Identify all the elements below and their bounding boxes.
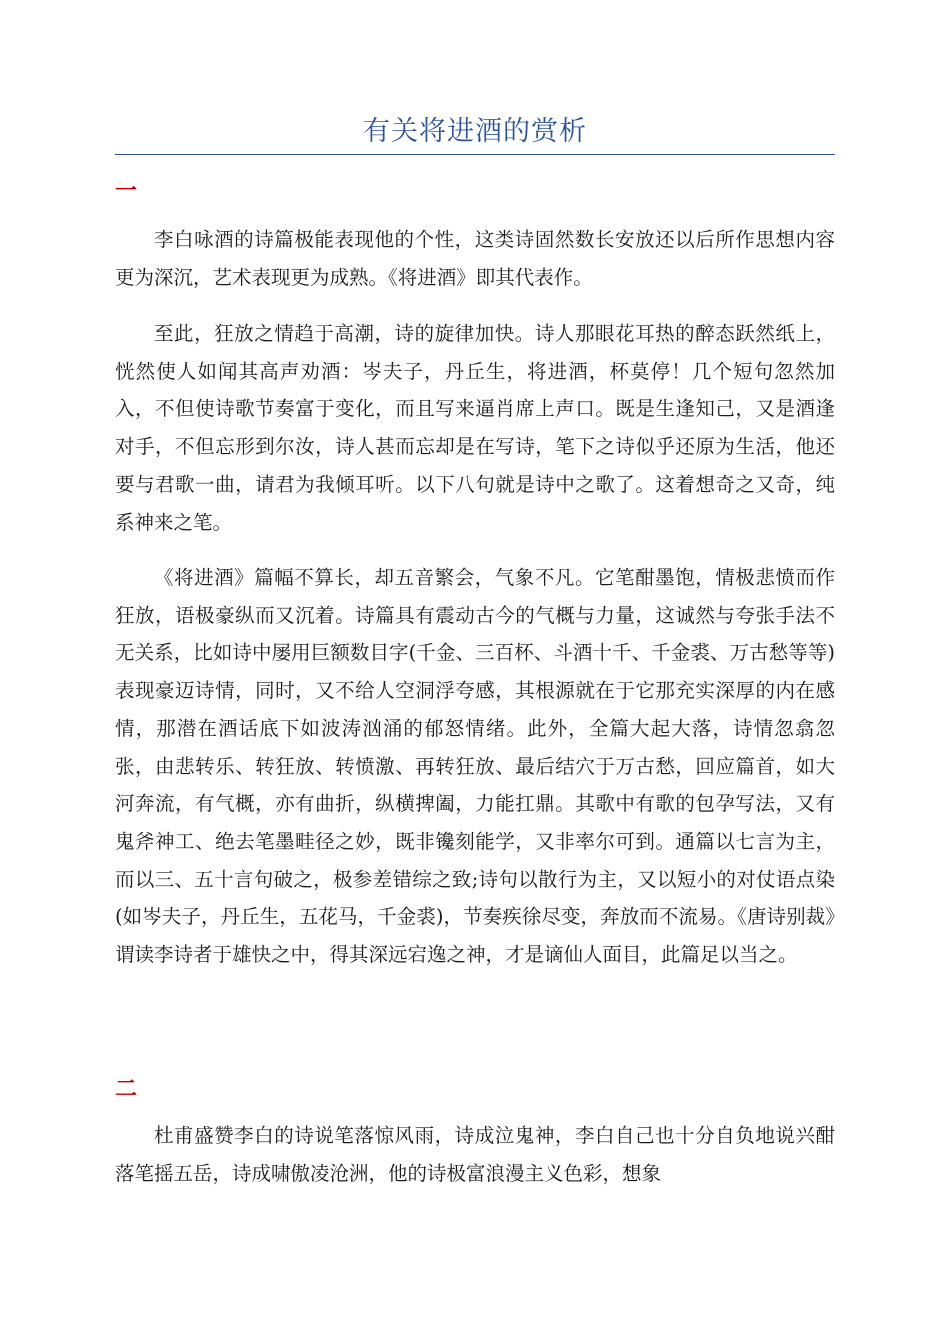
paragraph-3: 《将进酒》篇幅不算长，却五音繁会，气象不凡。它笔酣墨饱，情极悲愤而作狂放，语极豪纵而又沉着。诗篇具有震动古今的气概与力量，这诚然与夸张手法不无关系，比如诗中屡用巨额数目字(千金、三百杯、斗酒十千、千金裘、万古愁等等)表现豪迈诗情，同时，又不给人空洞浮夸感，其根源就在于它那充实深厚的内在感情，那潜在酒话底下如波涛汹涌的郁怒情绪。此外，全篇大起大落，诗情忽翕忽张，由悲转乐、转狂放、转愤激、再转狂放、最后结穴于万古愁，回应篇首，如大河奔流，有气概，亦有曲折，纵横捭阖，力能扛鼎。其歌中有歌的包孕写法，又有鬼斧神工、绝去笔墨畦径之妙，既非镵刻能学，又非率尔可到。通篇以七言为主，而以三、五十言句破之，极参差错综之致;诗句以散行为主，又以短小的对仗语点染(如岑夫子，丹丘生，五花马，千金裘)，节奏疾徐尽变，奔放而不流易。《唐诗别裁》谓读李诗者于雄快之中，得其深远宕逸之神，才是谪仙人面目，此篇足以当之。 xyxy=(115,566,835,967)
paragraph-4: 杜甫盛赞李白的诗说笔落惊风雨，诗成泣鬼神，李白自己也十分自负地说兴酣落笔摇五岳，诗成啸傲凌沧洲，他的诗极富浪漫主义色彩，想象 xyxy=(115,1124,835,1185)
paragraph-2: 至此，狂放之情趋于高潮，诗的旋律加快。诗人那眼花耳热的醉态跃然纸上，恍然使人如闻其高声劝酒：岑夫子，丹丘生，将进酒，杯莫停！几个短句忽然加入，不但使诗歌节奏富于变化，而且写来逼肖席上声口。既是生逢知己，又是酒逢对手，不但忘形到尔汝，诗人甚而忘却是在写诗，笔下之诗似乎还原为生活，他还要与君歌一曲，请君为我倾耳听。以下八句就是诗中之歌了。这着想奇之又奇，纯系神来之笔。 xyxy=(115,322,835,534)
paragraph-1: 李白咏酒的诗篇极能表现他的个性，这类诗固然数长安放还以后所作思想内容更为深沉，艺术表现更为成熟。《将进酒》即其代表作。 xyxy=(115,228,835,289)
section-heading-1: 一 xyxy=(115,178,138,204)
section-heading-2: 二 xyxy=(115,1076,138,1102)
title-divider xyxy=(115,154,835,155)
document-title: 有关将进酒的赏析 xyxy=(363,116,587,147)
